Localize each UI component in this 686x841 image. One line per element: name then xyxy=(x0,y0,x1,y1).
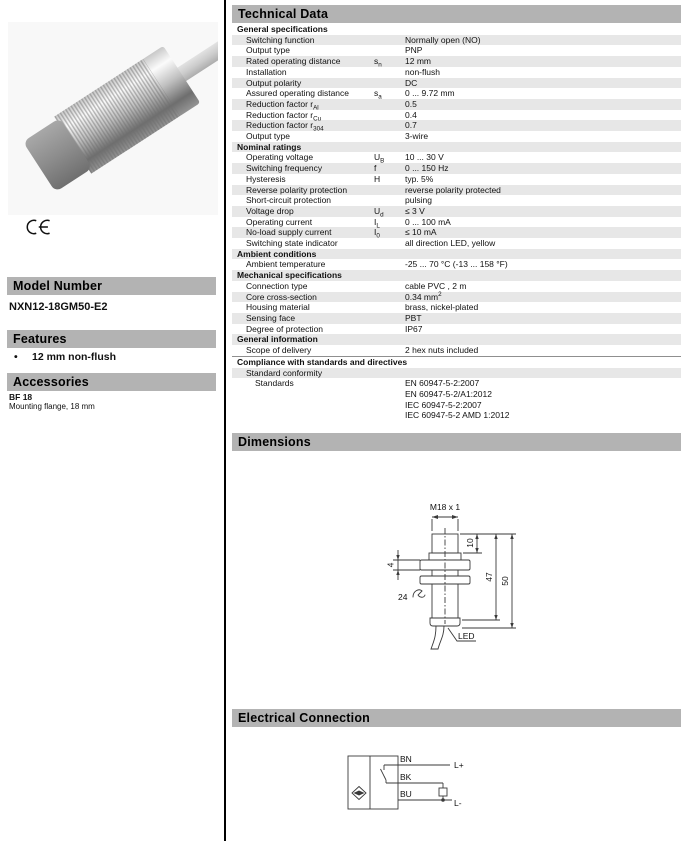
technical-data-header: Technical Data xyxy=(232,5,681,23)
spec-value: Normally open (NO) xyxy=(405,34,481,45)
spec-value: IP67 xyxy=(405,323,423,334)
sensor-box xyxy=(348,756,398,809)
spec-row xyxy=(232,238,681,249)
spec-label: Installation xyxy=(246,66,287,77)
spec-symbol: f xyxy=(374,163,377,174)
spec-row xyxy=(232,120,681,134)
spec-value: 0 ... 150 Hz xyxy=(405,163,449,174)
feature-item xyxy=(14,351,116,363)
model-number-header: Model Number xyxy=(7,277,216,295)
spec-row xyxy=(232,368,681,379)
spec-row xyxy=(232,345,681,356)
spec-label: Operating current xyxy=(246,216,313,227)
spec-row xyxy=(232,67,681,78)
spec-label: Reduction factor $r_{304}$ xyxy=(246,120,324,134)
terminal-lminus-label: L- xyxy=(454,798,462,808)
spec-label: Standard conformity xyxy=(246,367,323,378)
spec-label: Assured operating distance xyxy=(246,88,350,99)
spec-section-row xyxy=(232,142,681,153)
spec-section-row xyxy=(232,334,681,345)
spec-row xyxy=(232,88,681,99)
spec-label: Reduction factor $r_{Cu}$ xyxy=(246,109,322,123)
spec-label: Reduction factor $r_{Al}$ xyxy=(246,98,319,112)
spec-row xyxy=(232,185,681,196)
spec-value: brass, nickel-plated xyxy=(405,302,479,313)
spec-label: Voltage drop xyxy=(246,205,294,216)
spec-label: Sensing face xyxy=(246,312,296,323)
spec-symbol: $I_L$ xyxy=(374,216,380,230)
spec-value: non-flush xyxy=(405,66,440,77)
inductive-sensor-symbol xyxy=(352,787,366,800)
column-divider xyxy=(224,0,226,841)
spec-row xyxy=(232,35,681,46)
spec-label: Housing material xyxy=(246,302,310,313)
spec-label: Operating voltage xyxy=(246,152,314,163)
wire-bu-label: BU xyxy=(400,789,412,799)
spec-label: Mechanical specifications xyxy=(237,270,342,281)
junction-dot xyxy=(441,798,445,802)
spec-row xyxy=(232,217,681,228)
spec-row xyxy=(232,99,681,110)
spec-value: PBT xyxy=(405,312,422,323)
spec-row xyxy=(232,292,681,303)
technical-data-table xyxy=(232,24,681,421)
spec-label: Compliance with standards and directives xyxy=(237,356,408,367)
spec-value: 3-wire xyxy=(405,131,429,142)
spec-row xyxy=(232,45,681,56)
spec-section-row xyxy=(232,249,681,260)
spec-value: reverse polarity protected xyxy=(405,184,501,195)
dim-4-label: 4 xyxy=(385,562,396,568)
spec-symbol: $U_B$ xyxy=(374,152,385,166)
spec-label: Output polarity xyxy=(246,77,302,88)
spec-value: 0 ... 100 mA xyxy=(405,216,451,227)
spec-label: Connection type xyxy=(246,280,308,291)
features-header: Features xyxy=(7,330,216,348)
spec-row xyxy=(232,227,681,241)
electrical-connection-header: Electrical Connection xyxy=(232,709,681,727)
spec-label: Scope of delivery xyxy=(246,345,312,356)
dimension-drawing xyxy=(380,498,530,668)
spec-value: 0.5 xyxy=(405,98,417,109)
dim-50-label: 50 xyxy=(500,576,510,586)
spec-label: Output type xyxy=(246,45,290,56)
accessories-header: Accessories xyxy=(7,373,216,391)
spec-label: Short-circuit protection xyxy=(246,195,332,206)
wire-bn-label: BN xyxy=(400,754,412,764)
spec-value: 0.34 $mm^2$ xyxy=(405,290,442,302)
spec-value: cable PVC , 2 m xyxy=(405,280,467,291)
spec-symbol: $s_n$ xyxy=(374,56,382,69)
spec-label: Ambient conditions xyxy=(237,248,317,259)
spec-value: -25 ... 70 °C (-13 ... 158 °F) xyxy=(405,259,508,270)
accessory-description: Mounting flange, 18 mm xyxy=(9,402,95,411)
spec-value: 0.4 xyxy=(405,109,417,120)
spec-value: ≤ 3 V xyxy=(405,205,425,216)
dim-47-label: 47 xyxy=(484,572,494,582)
spec-value: ≤ 10 mA xyxy=(405,227,437,238)
switch-contact xyxy=(381,765,387,783)
spec-symbol: H xyxy=(374,173,381,184)
spec-label: Hysteresis xyxy=(246,173,286,184)
spec-value: DC xyxy=(405,77,418,88)
spec-value: PNP xyxy=(405,45,423,56)
spec-label: No-load supply current xyxy=(246,227,332,238)
spec-row xyxy=(232,313,681,324)
spec-symbol: $U_d$ xyxy=(374,205,384,219)
spec-row xyxy=(232,302,681,313)
spec-value: typ. 5% xyxy=(405,173,434,184)
spec-section-row xyxy=(232,24,681,35)
spec-row xyxy=(232,152,681,166)
spec-value: 10 ... 30 V xyxy=(405,152,444,163)
product-photo xyxy=(8,22,218,215)
wiring-diagram xyxy=(340,750,540,820)
spec-row xyxy=(232,378,681,421)
dim-10-label: 10 xyxy=(465,538,475,548)
spec-label: Degree of protection xyxy=(246,323,324,334)
thread-size-label: M18 x 1 xyxy=(429,502,461,512)
spec-section-row xyxy=(232,270,681,281)
spec-section-row xyxy=(232,356,681,368)
spec-label: Nominal ratings xyxy=(237,141,302,152)
dimensions-header: Dimensions xyxy=(232,433,681,451)
spec-label: Ambient temperature xyxy=(246,259,326,270)
spec-label: General specifications xyxy=(237,24,328,34)
spec-row xyxy=(232,163,681,174)
spec-value: 2 hex nuts included xyxy=(405,345,479,356)
spec-row xyxy=(232,174,681,185)
spec-row xyxy=(232,110,681,121)
spec-label: Switching state indicator xyxy=(246,238,338,249)
spec-value: pulsing xyxy=(405,195,432,206)
spec-row xyxy=(232,131,681,142)
spec-value: 0.7 xyxy=(405,120,417,131)
spec-label: Switching frequency xyxy=(246,163,323,174)
spec-label: Output type xyxy=(246,131,290,142)
spec-value: 12 mm xyxy=(405,56,431,67)
spec-row xyxy=(232,56,681,67)
spec-row xyxy=(232,259,681,270)
spec-label: Standards xyxy=(255,378,294,389)
wrench-size-label: 24 xyxy=(398,592,408,602)
spec-value: 0 ... 9.72 mm xyxy=(405,88,455,99)
wrench-icon xyxy=(413,590,425,597)
ce-mark-icon xyxy=(25,217,55,237)
feature-text: 12 mm non-flush xyxy=(32,351,117,363)
load-resistor xyxy=(439,788,447,796)
spec-row xyxy=(232,281,681,292)
accessory-name: BF 18 xyxy=(9,392,33,402)
wire-bk-label: BK xyxy=(400,772,412,782)
model-number-value: NXN12-18GM50-E2 xyxy=(9,301,108,313)
spec-row xyxy=(232,78,681,89)
led-label: LED xyxy=(458,631,475,641)
spec-value: EN 60947-5-2:2007 EN 60947-5-2/A1:2012 IEC 60947-5-2:2007 IEC 60947-5-2 AMD 1:2012 xyxy=(405,378,510,421)
spec-label: Core cross-section xyxy=(246,291,317,302)
terminal-lplus-label: L+ xyxy=(454,760,464,770)
spec-label: Reverse polarity protection xyxy=(246,184,348,195)
spec-symbol: $s_a$ xyxy=(374,88,382,101)
spec-row xyxy=(232,206,681,217)
spec-value: all direction LED, yellow xyxy=(405,238,496,249)
spec-row xyxy=(232,195,681,206)
spec-label: Switching function xyxy=(246,34,315,45)
spec-label: General information xyxy=(237,334,318,345)
spec-symbol: $I_0$ xyxy=(374,227,380,241)
spec-row xyxy=(232,324,681,335)
spec-label: Rated operating distance xyxy=(246,56,341,67)
cable-outline xyxy=(431,626,444,649)
bullet-icon: • xyxy=(14,351,18,363)
